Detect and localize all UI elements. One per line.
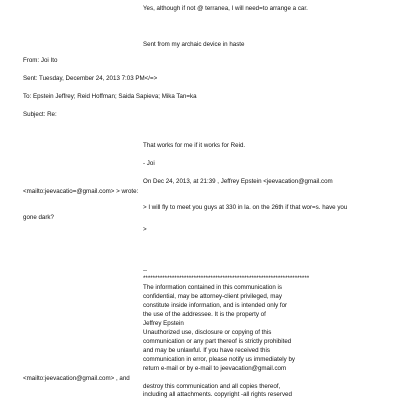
header-from: From: Joi Ito: [23, 57, 58, 64]
mailto-link[interactable]: <mailto:jeevacatio=@gmail.com> > wrote:: [23, 188, 139, 195]
body-text: That works for me if it works for Reid.: [143, 142, 246, 149]
quote-line: > I will fly to meet you guys at 330 in la. on the 26th if that wor=s. have you: [143, 204, 348, 211]
disclaimer-line: Jeffrey Epstein: [143, 320, 184, 327]
mailto-link[interactable]: <mailto:jeevacation@gmail.com> , and: [23, 375, 130, 382]
body-sign: - Joi: [143, 160, 155, 167]
disclaimer-line: destroy this communication and all copies thereof,: [143, 383, 281, 390]
header-to: To: Epstein Jeffrey; Reid Hoffman; Saida Sapieva; Mika Tan=ka: [23, 93, 197, 100]
disclaimer-line: Unauthorized use, disclosure or copying of this: [143, 329, 272, 336]
quote-header: On Dec 24, 2013, at 21:39 , Jeffrey Epstein <jeevacation@gmail.com: [143, 178, 333, 185]
disclaimer-line: and may be unlawful. If you have received this: [143, 347, 270, 354]
disclaimer-line: constitute inside information, and is intended only for: [143, 302, 288, 309]
quote-marker: >: [143, 226, 147, 233]
header-sent: Sent: Tuesday, December 24, 2013 7:03 PM</=>: [23, 75, 158, 82]
disclaimer-line: communication or any part thereof is strictly prohibited: [143, 338, 292, 345]
header-subject: Subject: Re:: [23, 111, 57, 118]
disclaimer-line: the use of the addressee. It is the property of: [143, 311, 266, 318]
disclaimer-line: communication in error, please notify us immediately by: [143, 356, 296, 363]
disclaimer-line: The information contained in this communication is: [143, 284, 282, 291]
quote-line-wrap: gone dark?: [23, 214, 54, 221]
separator-dash: --: [143, 267, 148, 274]
disclaimer-line: confidential, may be attorney-client privileged, may: [143, 293, 282, 300]
signature-line: Sent from my archaic device in haste: [143, 41, 245, 48]
separator-stars: *********************************************************************: [143, 275, 310, 282]
disclaimer-line: return e-mail or by e-mail to jeevacation@gmail.com: [143, 365, 287, 372]
disclaimer-line: including all attachments. copyright -all rights reserved: [143, 391, 292, 398]
reply-line: Yes, although if not @ terranea, I will need=to arrange a car.: [143, 5, 308, 12]
